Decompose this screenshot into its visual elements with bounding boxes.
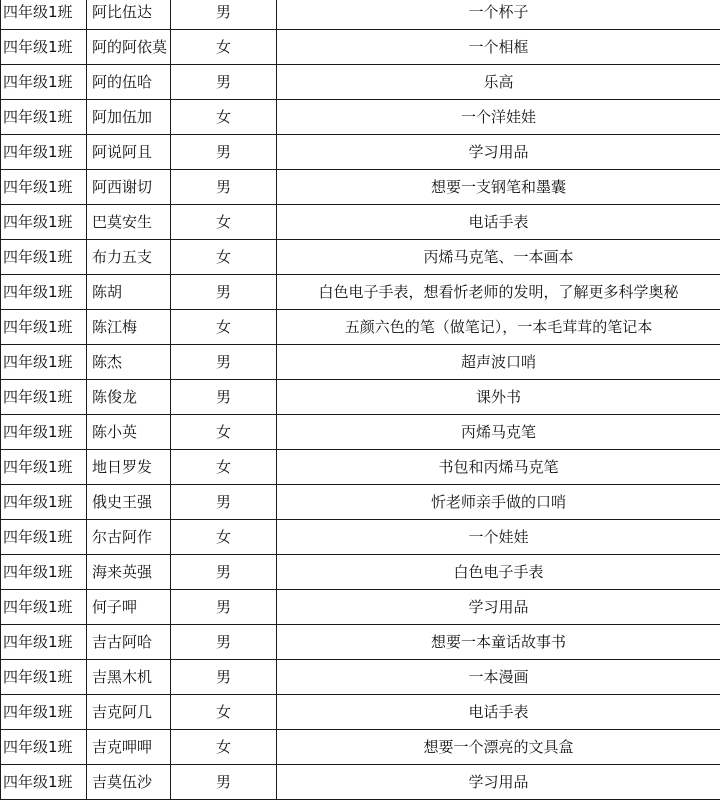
gender-cell: 男 [171, 765, 277, 800]
student-name-cell: 陈江梅 [87, 310, 171, 345]
table-row [1, 30, 720, 65]
wish-cell: 乐高 [277, 65, 720, 100]
gender-cell: 女 [171, 520, 277, 555]
gender-cell: 女 [171, 730, 277, 765]
gender-cell: 男 [171, 135, 277, 170]
student-name-cell: 阿的阿依莫 [87, 30, 171, 65]
class-cell: 四年级1班 [1, 590, 87, 625]
wish-cell: 想要一本童话故事书 [277, 625, 720, 660]
class-cell: 四年级1班 [1, 65, 87, 100]
gender-cell: 女 [171, 415, 277, 450]
student-name-cell: 阿说阿且 [87, 135, 171, 170]
student-name-cell: 吉克阿几 [87, 695, 171, 730]
gender-cell: 男 [171, 0, 277, 30]
student-name-cell: 陈小英 [87, 415, 171, 450]
student-name-cell: 阿的伍哈 [87, 65, 171, 100]
wish-cell: 超声波口哨 [277, 345, 720, 380]
wish-cell: 学习用品 [277, 590, 720, 625]
class-cell: 四年级1班 [1, 520, 87, 555]
wish-cell: 一个杯子 [277, 0, 720, 30]
table-row [1, 100, 720, 135]
class-cell: 四年级1班 [1, 730, 87, 765]
class-cell: 四年级1班 [1, 310, 87, 345]
class-cell: 四年级1班 [1, 345, 87, 380]
wish-cell: 想要一支钢笔和墨囊 [277, 170, 720, 205]
wish-cell: 课外书 [277, 380, 720, 415]
wish-cell: 白色电子手表 [277, 555, 720, 590]
gender-cell: 女 [171, 240, 277, 275]
student-name-cell: 海来英强 [87, 555, 171, 590]
table-row [1, 275, 720, 310]
gender-cell: 男 [171, 590, 277, 625]
gender-cell: 男 [171, 660, 277, 695]
class-cell: 四年级1班 [1, 240, 87, 275]
table-row [1, 415, 720, 450]
gender-cell: 男 [171, 170, 277, 205]
table-row [1, 695, 720, 730]
wish-cell: 想要一个漂亮的文具盒 [277, 730, 720, 765]
class-cell: 四年级1班 [1, 765, 87, 800]
class-cell: 四年级1班 [1, 555, 87, 590]
wish-cell: 五颜六色的笔（做笔记），一本毛茸茸的笔记本 [277, 310, 720, 345]
class-cell: 四年级1班 [1, 275, 87, 310]
gender-cell: 女 [171, 695, 277, 730]
wish-cell: 学习用品 [277, 135, 720, 170]
student-name-cell: 阿加伍加 [87, 100, 171, 135]
table-row [1, 0, 720, 30]
table-row [1, 485, 720, 520]
wish-cell: 一个相框 [277, 30, 720, 65]
table-row [1, 310, 720, 345]
student-name-cell: 地日罗发 [87, 450, 171, 485]
wish-cell: 一个洋娃娃 [277, 100, 720, 135]
class-cell: 四年级1班 [1, 695, 87, 730]
gender-cell: 男 [171, 65, 277, 100]
wish-cell: 学习用品 [277, 765, 720, 800]
class-cell: 四年级1班 [1, 485, 87, 520]
table-row [1, 555, 720, 590]
gender-cell: 女 [171, 30, 277, 65]
table-row [1, 135, 720, 170]
class-cell: 四年级1班 [1, 380, 87, 415]
class-cell: 四年级1班 [1, 135, 87, 170]
table-row [1, 765, 720, 800]
gender-cell: 男 [171, 625, 277, 660]
gender-cell: 男 [171, 380, 277, 415]
table-row [1, 240, 720, 275]
table-row [1, 345, 720, 380]
table-row [1, 660, 720, 695]
table-row [1, 450, 720, 485]
table-body [1, 0, 720, 800]
gender-cell: 女 [171, 310, 277, 345]
wish-cell: 一本漫画 [277, 660, 720, 695]
student-name-cell: 陈俊龙 [87, 380, 171, 415]
class-cell: 四年级1班 [1, 450, 87, 485]
table-row [1, 65, 720, 100]
wish-cell: 丙烯马克笔 [277, 415, 720, 450]
student-name-cell: 尔古阿作 [87, 520, 171, 555]
wish-cell: 丙烯马克笔、一本画本 [277, 240, 720, 275]
wish-cell: 电话手表 [277, 695, 720, 730]
table-row [1, 520, 720, 555]
class-cell: 四年级1班 [1, 0, 87, 30]
table-row [1, 205, 720, 240]
student-name-cell: 阿比伍达 [87, 0, 171, 30]
gender-cell: 男 [171, 555, 277, 590]
student-name-cell: 布力五支 [87, 240, 171, 275]
gender-cell: 男 [171, 485, 277, 520]
gender-cell: 女 [171, 205, 277, 240]
student-name-cell: 陈杰 [87, 345, 171, 380]
table-row [1, 625, 720, 660]
table-row [1, 170, 720, 205]
wish-cell: 电话手表 [277, 205, 720, 240]
student-name-cell: 吉莫伍沙 [87, 765, 171, 800]
student-name-cell: 俄史王强 [87, 485, 171, 520]
student-name-cell: 何子呷 [87, 590, 171, 625]
table-row [1, 590, 720, 625]
student-name-cell: 吉黑木机 [87, 660, 171, 695]
wish-cell: 忻老师亲手做的口哨 [277, 485, 720, 520]
class-cell: 四年级1班 [1, 660, 87, 695]
wish-cell: 白色电子手表，想看忻老师的发明，了解更多科学奥秘 [277, 275, 720, 310]
class-cell: 四年级1班 [1, 415, 87, 450]
student-name-cell: 阿西谢切 [87, 170, 171, 205]
class-cell: 四年级1班 [1, 100, 87, 135]
gender-cell: 男 [171, 345, 277, 380]
student-name-cell: 巴莫安生 [87, 205, 171, 240]
class-cell: 四年级1班 [1, 205, 87, 240]
class-cell: 四年级1班 [1, 30, 87, 65]
class-cell: 四年级1班 [1, 170, 87, 205]
gender-cell: 女 [171, 450, 277, 485]
student-name-cell: 吉古阿哈 [87, 625, 171, 660]
table-row [1, 380, 720, 415]
gender-cell: 女 [171, 100, 277, 135]
table-row [1, 730, 720, 765]
student-name-cell: 陈胡 [87, 275, 171, 310]
wish-cell: 书包和丙烯马克笔 [277, 450, 720, 485]
class-cell: 四年级1班 [1, 625, 87, 660]
student-name-cell: 吉克呷呷 [87, 730, 171, 765]
wish-cell: 一个娃娃 [277, 520, 720, 555]
gender-cell: 男 [171, 275, 277, 310]
